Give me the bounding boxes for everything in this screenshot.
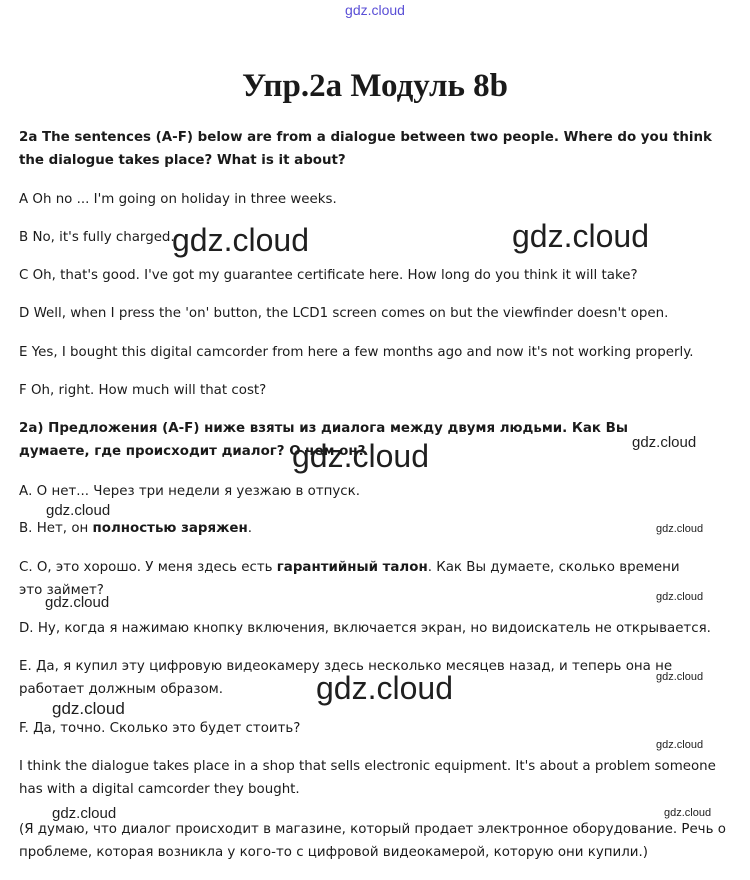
watermark: gdz.cloud — [172, 222, 309, 258]
sentence-ru-f: F. Да, точно. Сколько это будет стоить? — [19, 721, 301, 736]
answer-russian: (Я думаю, что диалог происходит в магазине, который продает электронное оборудование. Речь о проблеме, которая возникла у кого-то с цифровой видеокамерой, которую они купили.) — [19, 822, 726, 860]
phrase-fully-charged: полностью заряжен — [92, 521, 248, 536]
sentence-ru-d: D. Ну, когда я нажимаю кнопку включения, включается экран, но видоискатель не открывается. — [19, 621, 711, 636]
sentence-en-b: B No, it's fully charged. — [19, 230, 175, 245]
answer-english: I think the dialogue takes place in a shop that sells electronic equipment. It's about a problem someone has with a digital camcorder they bought. — [19, 759, 716, 797]
watermark: gdz.cloud — [656, 523, 704, 535]
sentence-ru-a: А. О нет... Через три недели я уезжаю в отпуск. — [19, 484, 361, 499]
sentence-en-e: E Yes, I bought this digital camcorder from here a few months ago and now it's not working properly. — [19, 345, 694, 360]
watermark: gdz.cloud — [52, 699, 125, 718]
watermark: gdz.cloud — [656, 591, 704, 603]
watermark: gdz.cloud — [664, 807, 712, 819]
sentence-en-a: A Oh no ... I'm going on holiday in three weeks. — [19, 192, 337, 207]
watermark: gdz.cloud — [656, 739, 704, 751]
watermark: gdz.cloud — [656, 671, 704, 683]
sentence-en-f: F Oh, right. How much will that cost? — [19, 383, 267, 398]
sentence-en-c: C Oh, that's good. I've got my guarantee certificate here. How long do you think it will take? — [19, 268, 638, 283]
task-english: 2a The sentences (A-F) below are from a dialogue between two people. Where do you think the dialogue takes place? What is it about? — [19, 130, 712, 168]
task-russian: 2а) Предложения (A-F) ниже взяты из диалога между двумя людьми. Как Вы думаете, где происходит диалог? О чем он? — [19, 421, 628, 459]
sentence-ru-e: Е. Да, я купил эту цифровую видеокамеру здесь несколько месяцев назад, и теперь она не работает должным образом. — [19, 659, 673, 697]
sentence-ru-c: С. О, это хорошо. У меня здесь есть гарантийный талон. Как Вы думаете, сколько времени это займет? — [19, 560, 680, 598]
watermark: gdz.cloud — [512, 218, 649, 254]
page-title: Упр.2a Модуль 8b — [241, 68, 509, 104]
watermark: gdz.cloud — [632, 434, 697, 451]
sentence-ru-b: В. Нет, он полностью заряжен. — [19, 521, 253, 536]
watermark: gdz.cloud — [45, 594, 110, 611]
sentence-en-d: D Well, when I press the 'on' button, the LCD1 screen comes on but the viewfinder doesn't open. — [19, 306, 669, 321]
watermark: gdz.cloud — [46, 502, 111, 519]
watermark: gdz.cloud — [292, 438, 429, 474]
watermark: gdz.cloud — [52, 805, 117, 822]
watermark-top: gdz.cloud — [345, 2, 405, 18]
watermark: gdz.cloud — [316, 670, 453, 706]
phrase-guarantee-certificate: гарантийный талон — [276, 560, 428, 575]
